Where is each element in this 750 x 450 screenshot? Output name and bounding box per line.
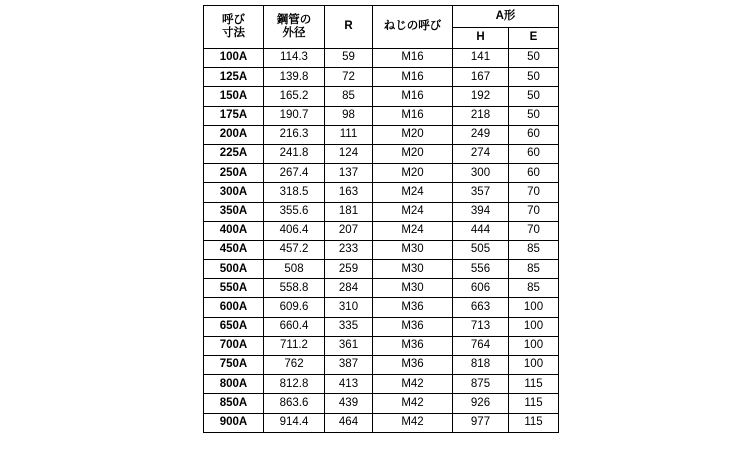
cell-h: 394: [453, 202, 509, 221]
cell-nominal-size: 150A: [204, 87, 264, 106]
cell-h: 818: [453, 356, 509, 375]
cell-e: 115: [509, 394, 559, 413]
cell-h: 606: [453, 279, 509, 298]
cell-r: 124: [325, 144, 373, 163]
cell-h: 274: [453, 144, 509, 163]
cell-e: 70: [509, 183, 559, 202]
cell-nominal-size: 850A: [204, 394, 264, 413]
cell-r: 259: [325, 260, 373, 279]
cell-e: 115: [509, 375, 559, 394]
header-r: R: [325, 6, 373, 49]
cell-outer-diameter: 406.4: [264, 221, 325, 240]
table-header: [204, 6, 559, 49]
cell-outer-diameter: 267.4: [264, 164, 325, 183]
table-row: [204, 164, 559, 183]
cell-nominal-size: 700A: [204, 336, 264, 355]
cell-h: 764: [453, 336, 509, 355]
cell-nominal-size: 100A: [204, 49, 264, 68]
cell-r: 233: [325, 240, 373, 259]
cell-e: 60: [509, 125, 559, 144]
table-row: [204, 336, 559, 355]
table-row: [204, 356, 559, 375]
cell-outer-diameter: 660.4: [264, 317, 325, 336]
cell-e: 60: [509, 144, 559, 163]
header-nominal-size: [204, 6, 264, 49]
cell-nominal-size: 350A: [204, 202, 264, 221]
cell-h: 505: [453, 240, 509, 259]
cell-e: 50: [509, 68, 559, 87]
cell-r: 98: [325, 106, 373, 125]
cell-thread-size: M24: [373, 202, 453, 221]
cell-e: 50: [509, 49, 559, 68]
table-row: [204, 279, 559, 298]
cell-e: 70: [509, 202, 559, 221]
header-nominal-size-line2: 寸法: [222, 27, 245, 39]
header-outer-diameter: [264, 6, 325, 49]
cell-thread-size: M16: [373, 49, 453, 68]
cell-h: 556: [453, 260, 509, 279]
cell-outer-diameter: 609.6: [264, 298, 325, 317]
cell-r: 439: [325, 394, 373, 413]
cell-nominal-size: 125A: [204, 68, 264, 87]
cell-outer-diameter: 241.8: [264, 144, 325, 163]
cell-outer-diameter: 762: [264, 356, 325, 375]
header-nominal-size-line1: 呼び: [222, 13, 245, 26]
cell-thread-size: M24: [373, 221, 453, 240]
cell-outer-diameter: 139.8: [264, 68, 325, 87]
cell-r: 310: [325, 298, 373, 317]
table-row: [204, 68, 559, 87]
cell-r: 181: [325, 202, 373, 221]
cell-outer-diameter: 190.7: [264, 106, 325, 125]
cell-nominal-size: 800A: [204, 375, 264, 394]
cell-outer-diameter: 114.3: [264, 49, 325, 68]
cell-nominal-size: 900A: [204, 413, 264, 432]
cell-e: 60: [509, 164, 559, 183]
table-row: [204, 394, 559, 413]
cell-e: 100: [509, 317, 559, 336]
cell-thread-size: M42: [373, 413, 453, 432]
table-row: [204, 125, 559, 144]
cell-nominal-size: 600A: [204, 298, 264, 317]
cell-thread-size: M20: [373, 144, 453, 163]
cell-outer-diameter: 216.3: [264, 125, 325, 144]
cell-thread-size: M36: [373, 336, 453, 355]
header-thread-size: ねじの呼び: [373, 6, 453, 49]
cell-e: 70: [509, 221, 559, 240]
cell-r: 207: [325, 221, 373, 240]
cell-r: 284: [325, 279, 373, 298]
cell-outer-diameter: 355.6: [264, 202, 325, 221]
cell-r: 335: [325, 317, 373, 336]
cell-outer-diameter: 914.4: [264, 413, 325, 432]
cell-h: 192: [453, 87, 509, 106]
cell-r: 111: [325, 125, 373, 144]
cell-r: 59: [325, 49, 373, 68]
cell-e: 50: [509, 87, 559, 106]
table-row: [204, 298, 559, 317]
cell-thread-size: M20: [373, 125, 453, 144]
cell-h: 875: [453, 375, 509, 394]
header-outer-diameter-line2: 外径: [282, 27, 306, 39]
cell-h: 249: [453, 125, 509, 144]
table-row: [204, 221, 559, 240]
cell-outer-diameter: 318.5: [264, 183, 325, 202]
cell-outer-diameter: 508: [264, 260, 325, 279]
cell-h: 357: [453, 183, 509, 202]
cell-thread-size: M36: [373, 298, 453, 317]
cell-nominal-size: 250A: [204, 164, 264, 183]
cell-nominal-size: 550A: [204, 279, 264, 298]
table-row: [204, 202, 559, 221]
table-row: [204, 375, 559, 394]
cell-r: 137: [325, 164, 373, 183]
cell-e: 85: [509, 240, 559, 259]
cell-e: 100: [509, 336, 559, 355]
cell-thread-size: M24: [373, 183, 453, 202]
table-row: [204, 317, 559, 336]
cell-outer-diameter: 457.2: [264, 240, 325, 259]
cell-thread-size: M20: [373, 164, 453, 183]
cell-h: 977: [453, 413, 509, 432]
cell-thread-size: M36: [373, 356, 453, 375]
table-body: [204, 49, 559, 433]
cell-r: 464: [325, 413, 373, 432]
cell-thread-size: M30: [373, 279, 453, 298]
cell-h: 300: [453, 164, 509, 183]
cell-e: 100: [509, 298, 559, 317]
cell-outer-diameter: 812.8: [264, 375, 325, 394]
spec-table-container: [203, 5, 559, 433]
cell-thread-size: M42: [373, 394, 453, 413]
cell-r: 361: [325, 336, 373, 355]
table-row: [204, 144, 559, 163]
cell-h: 167: [453, 68, 509, 87]
cell-nominal-size: 450A: [204, 240, 264, 259]
header-h: H: [453, 28, 509, 49]
header-e: E: [509, 28, 559, 49]
cell-nominal-size: 500A: [204, 260, 264, 279]
cell-e: 50: [509, 106, 559, 125]
header-row-primary: [204, 6, 559, 28]
cell-thread-size: M16: [373, 87, 453, 106]
cell-nominal-size: 200A: [204, 125, 264, 144]
cell-r: 85: [325, 87, 373, 106]
cell-thread-size: M42: [373, 375, 453, 394]
cell-e: 115: [509, 413, 559, 432]
cell-e: 85: [509, 279, 559, 298]
cell-r: 72: [325, 68, 373, 87]
cell-thread-size: M16: [373, 68, 453, 87]
header-outer-diameter-line1: 鋼管の: [276, 13, 312, 26]
cell-thread-size: M30: [373, 240, 453, 259]
header-type-a-group: A形: [453, 6, 559, 28]
cell-nominal-size: 175A: [204, 106, 264, 125]
cell-outer-diameter: 711.2: [264, 336, 325, 355]
cell-outer-diameter: 165.2: [264, 87, 325, 106]
cell-h: 663: [453, 298, 509, 317]
cell-h: 444: [453, 221, 509, 240]
cell-h: 713: [453, 317, 509, 336]
cell-r: 387: [325, 356, 373, 375]
cell-nominal-size: 650A: [204, 317, 264, 336]
table-row: [204, 106, 559, 125]
cell-nominal-size: 225A: [204, 144, 264, 163]
table-row: [204, 49, 559, 68]
cell-e: 100: [509, 356, 559, 375]
cell-e: 85: [509, 260, 559, 279]
table-row: [204, 413, 559, 432]
cell-r: 163: [325, 183, 373, 202]
cell-outer-diameter: 863.6: [264, 394, 325, 413]
table-row: [204, 87, 559, 106]
cell-thread-size: M30: [373, 260, 453, 279]
cell-outer-diameter: 558.8: [264, 279, 325, 298]
table-row: [204, 183, 559, 202]
cell-nominal-size: 300A: [204, 183, 264, 202]
cell-r: 413: [325, 375, 373, 394]
cell-nominal-size: 400A: [204, 221, 264, 240]
table-row: [204, 240, 559, 259]
cell-h: 218: [453, 106, 509, 125]
cell-nominal-size: 750A: [204, 356, 264, 375]
cell-thread-size: M16: [373, 106, 453, 125]
cell-h: 926: [453, 394, 509, 413]
pipe-spec-table: [203, 5, 559, 433]
cell-thread-size: M36: [373, 317, 453, 336]
table-row: [204, 260, 559, 279]
cell-h: 141: [453, 49, 509, 68]
